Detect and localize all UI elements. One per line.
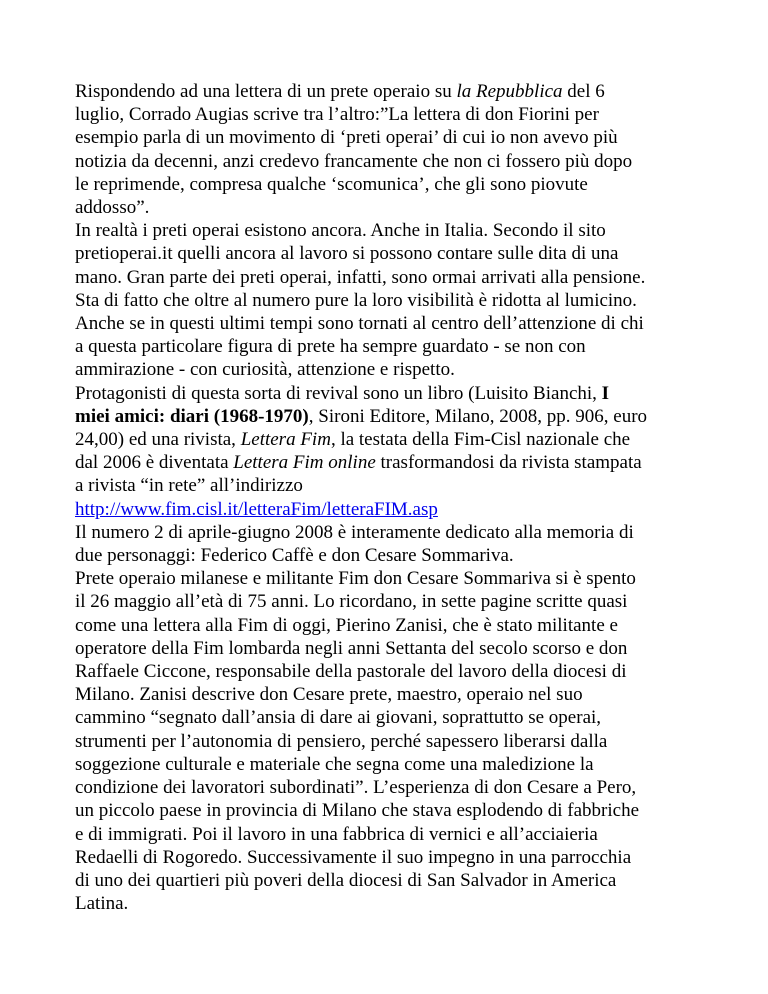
text-run: come una lettera alla Fim di oggi, Pierino Zanisi, che è stato militante e (75, 614, 618, 636)
text-run: Anche se in questi ultimi tempi sono tornati al centro dell’attenzione di chi (75, 313, 644, 335)
hyperlink[interactable]: http://www.fim.cisl.it/letteraFim/letteraFIM.asp (75, 498, 438, 520)
italic-text: Lettera Fim (240, 429, 331, 451)
text-run: a questa particolare figura di prete ha sempre guardato - se non con (75, 336, 586, 358)
text-line (75, 706, 695, 729)
text-line (75, 869, 695, 892)
text-run: dal 2006 è diventata (75, 452, 234, 474)
text-line (75, 126, 695, 149)
text-line (75, 173, 695, 196)
text-run: il 26 maggio all’età di 75 anni. Lo ricordano, in sette pagine scritte quasi (75, 591, 628, 613)
text-run: , Sironi Editore, Milano, 2008, pp. 906, euro (308, 405, 648, 427)
text-line (75, 637, 695, 660)
bold-text: miei amici: diari (1968-1970) (75, 405, 309, 427)
text-run: Rispondendo ad una lettera di un prete operaio su (75, 81, 457, 102)
text-line (75, 289, 695, 312)
text-run: operatore della Fim lombarda negli anni Settanta del secolo scorso e don (75, 637, 628, 659)
bold-text: I (601, 382, 610, 404)
text-line (75, 614, 695, 637)
text-run: ammirazione - con curiosità, attenzione e rispetto. (75, 359, 455, 381)
text-line (75, 358, 695, 381)
text-run: trasformandosi da rivista stampata (375, 452, 642, 474)
text-line (75, 428, 695, 451)
text-line (75, 892, 695, 915)
document-body (75, 80, 695, 915)
text-line (75, 567, 695, 590)
text-run: a rivista “in rete” all’indirizzo (75, 475, 303, 497)
text-line (75, 196, 695, 219)
text-line (75, 266, 695, 289)
text-run: Prete operaio milanese e militante Fim don Cesare Sommariva si è spento (75, 568, 636, 590)
text-line (75, 521, 695, 544)
text-run: pretioperai.it quelli ancora al lavoro si possono contare sulle dita di una (75, 243, 619, 265)
text-line (75, 846, 695, 869)
italic-text: la Repubblica (456, 81, 563, 102)
text-line (75, 451, 695, 474)
text-run: cammino “segnato dall’ansia di dare ai giovani, soprattutto se operai, (75, 707, 602, 729)
text-run: condizione dei lavoratori subordinati”. L’esperienza di don Cesare a Pero, (75, 777, 637, 799)
text-run: , la testata della Fim-Cisl nazionale che (330, 429, 631, 451)
text-line (75, 544, 695, 567)
text-line (75, 405, 695, 428)
text-line (75, 335, 695, 358)
text-line (75, 753, 695, 776)
text-run: In realtà i preti operai esistono ancora. Anche in Italia. Secondo il sito (75, 220, 606, 242)
text-run: luglio, Corrado Augias scrive tra l’altro:”La lettera di don Fiorini per (75, 104, 599, 126)
text-line (75, 382, 695, 405)
text-run: esempio parla di un movimento di ‘preti operai’ di cui io non avevo più (75, 127, 618, 149)
text-line (75, 312, 695, 335)
text-run: un piccolo paese in provincia di Milano che stava esplodendo di fabbriche (75, 800, 640, 822)
text-run: Il numero 2 di aprile-giugno 2008 è interamente dedicato alla memoria di (75, 521, 634, 543)
text-line (75, 498, 695, 521)
text-run: addosso”. (75, 197, 150, 219)
text-line (75, 150, 695, 173)
text-run: Raffaele Ciccone, responsabile della pastorale del lavoro della diocesi di (75, 661, 627, 683)
text-run: Latina. (75, 893, 129, 915)
text-run: del 6 (562, 81, 605, 102)
text-line (75, 219, 695, 242)
text-line (75, 103, 695, 126)
italic-text: Lettera Fim online (233, 452, 376, 474)
text-run: soggezione culturale e materiale che segna come una maledizione la (75, 753, 594, 775)
text-run: Protagonisti di questa sorta di revival sono un libro (Luisito Bianchi, (75, 382, 602, 404)
text-run: Sta di fatto che oltre al numero pure la loro visibilità è ridotta al lumicino. (75, 289, 637, 311)
text-line (75, 590, 695, 613)
text-run: Redaelli di Rogoredo. Successivamente il suo impegno in una parrocchia (75, 846, 632, 868)
text-line (75, 823, 695, 846)
text-run: Milano. Zanisi descrive don Cesare prete, maestro, operaio nel suo (75, 684, 583, 706)
text-line (75, 242, 695, 265)
text-run: notizia da decenni, anzi credevo francamente che non ci fossero più dopo (75, 150, 633, 172)
text-line (75, 80, 695, 103)
text-line (75, 660, 695, 683)
text-run: 24,00) ed una rivista, (75, 429, 241, 451)
text-run: due personaggi: Federico Caffè e don Cesare Sommariva. (75, 545, 514, 567)
text-run: le reprimende, compresa qualche ‘scomunica’, che gli sono piovute (75, 173, 588, 195)
text-line (75, 683, 695, 706)
text-run: e di immigrati. Poi il lavoro in una fabbrica di vernici e all’acciaieria (75, 823, 598, 845)
text-run: strumenti per l’autonomia di pensiero, perché sapessero liberarsi dalla (75, 730, 608, 752)
text-line (75, 474, 695, 497)
text-line (75, 776, 695, 799)
text-line (75, 730, 695, 753)
text-run: di uno dei quartieri più poveri della diocesi di San Salvador in America (75, 869, 617, 891)
text-line (75, 799, 695, 822)
text-run: mano. Gran parte dei preti operai, infatti, sono ormai arrivati alla pensione. (75, 266, 646, 288)
